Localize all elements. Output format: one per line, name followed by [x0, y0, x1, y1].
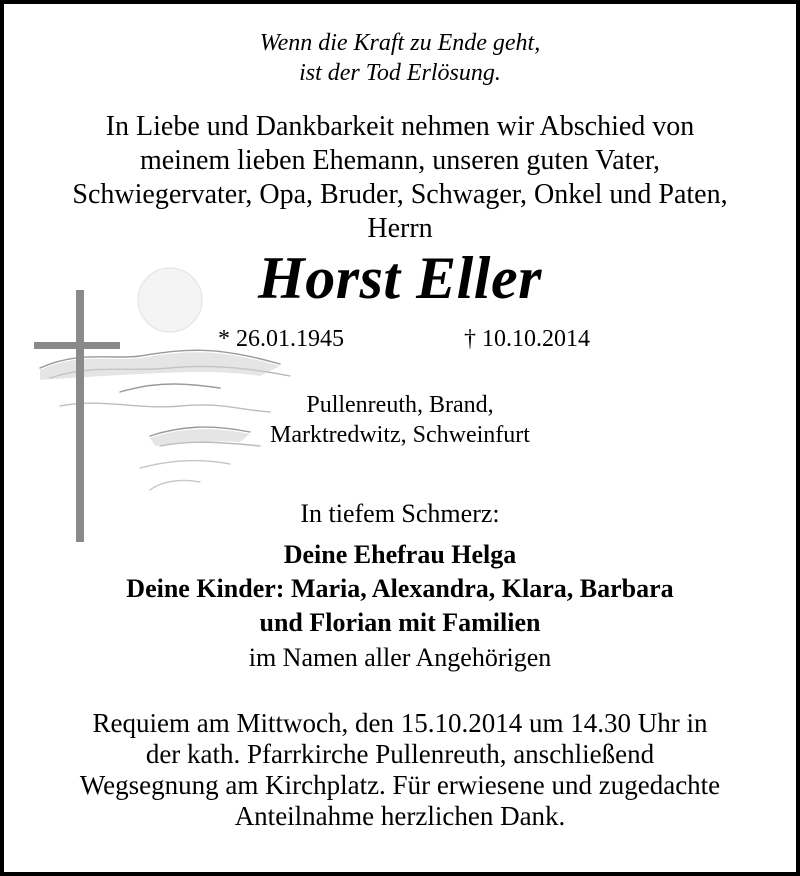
- mourner-line: und Florian mit Familien: [259, 608, 541, 637]
- places-line: Marktredwitz, Schweinfurt: [270, 422, 530, 448]
- requiem-line: Wegsegnung am Kirchplatz. Für erwiesene und zugedachte: [79, 770, 721, 800]
- motto-line: ist der Tod Erlösung.: [299, 60, 501, 86]
- requiem-info: [0, 708, 800, 832]
- places: [0, 390, 800, 450]
- mourners-list: [0, 538, 800, 640]
- mourner-line: Deine Ehefrau Helga: [283, 540, 517, 569]
- deceased-name: Horst Eller: [258, 245, 542, 311]
- motto-line: Wenn die Kraft zu Ende geht,: [259, 30, 541, 56]
- birth-date: * 26.01.1945: [218, 326, 344, 352]
- mourners-closing: im Namen aller Angehörigen: [248, 643, 552, 672]
- intro-line: Schwiegervater, Opa, Bruder, Schwager, Onkel und Paten,: [72, 179, 728, 210]
- motto: [0, 28, 800, 88]
- requiem-line: Requiem am Mittwoch, den 15.10.2014 um 14.30 Uhr in: [92, 708, 708, 738]
- death-date: † 10.10.2014: [464, 326, 590, 352]
- requiem-line: der kath. Pfarrkirche Pullenreuth, anschließend: [145, 739, 655, 769]
- mourner-line: Deine Kinder: Maria, Alexandra, Klara, Barbara: [126, 574, 674, 603]
- intro-line: Herrn: [367, 213, 433, 244]
- intro-line: In Liebe und Dankbarkeit nehmen wir Abschied von: [105, 111, 695, 142]
- mourners-heading: In tiefem Schmerz:: [300, 499, 500, 528]
- places-line: Pullenreuth, Brand,: [306, 392, 494, 418]
- farewell-intro: [0, 110, 800, 246]
- intro-line: meinem lieben Ehemann, unseren guten Vater,: [139, 145, 661, 176]
- requiem-line: Anteilnahme herzlichen Dank.: [234, 801, 566, 831]
